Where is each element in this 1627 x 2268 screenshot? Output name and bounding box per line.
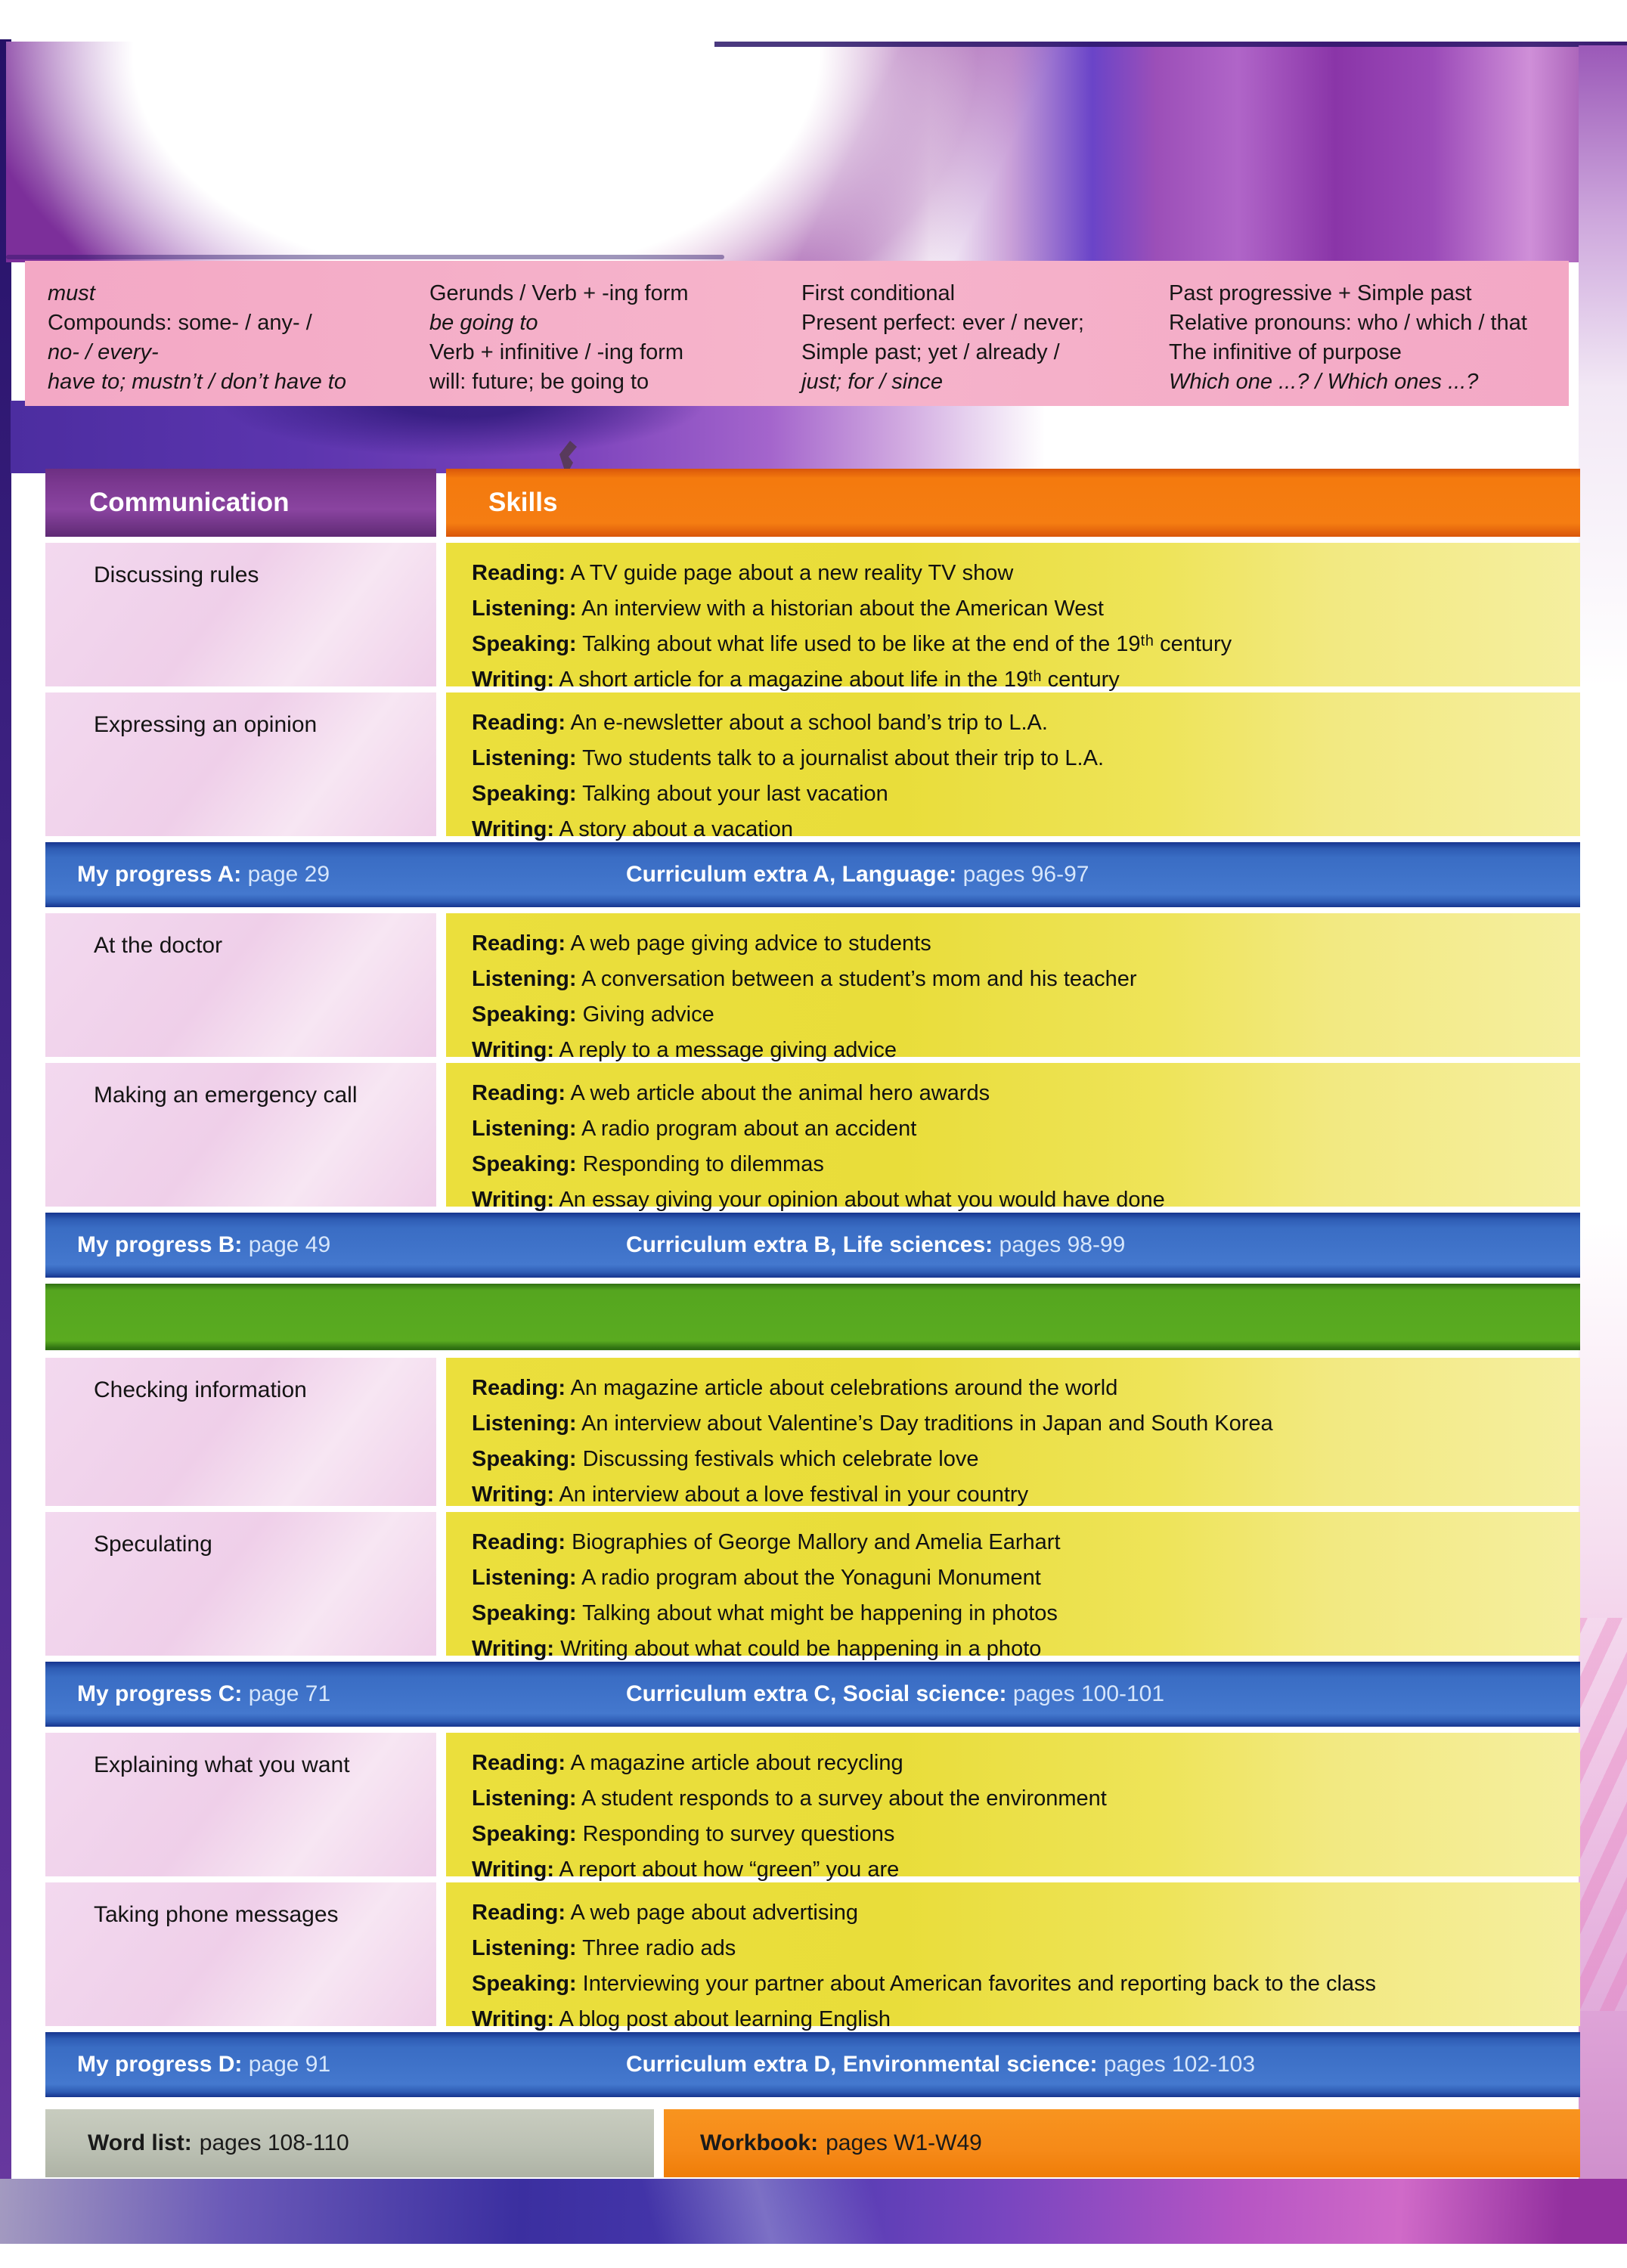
speaking-line [472, 1149, 1565, 1179]
curriculum-extra-pages: pages 96-97 [962, 862, 1089, 887]
speaking-text: Responding to dilemmas [582, 1152, 824, 1176]
my-progress-label: My progress B: [77, 1232, 243, 1257]
writing-line [472, 2004, 1565, 2034]
table-row [45, 1882, 1580, 2031]
reading-text: A web page about advertising [570, 1901, 859, 1925]
listening-text: Two students talk to a journalist about their trip to L.A. [582, 746, 1105, 770]
writing-text: A report about how “green” you are [559, 1857, 900, 1882]
progress-bar [45, 2032, 1580, 2097]
column-divider [436, 1063, 446, 1207]
table-header-row [45, 469, 1580, 537]
communication-label: Discussing rules [94, 562, 259, 587]
reading-text: A TV guide page about a new reality TV show [570, 561, 1014, 585]
grammar-line: have to; mustn’t / don’t have to [48, 370, 346, 394]
speaking-label: Speaking: [472, 782, 577, 806]
column-divider [436, 1358, 446, 1506]
listening-label: Listening: [472, 1566, 577, 1590]
table-row [45, 1358, 1580, 1506]
skills-cell [446, 1733, 1580, 1882]
contents-table [45, 469, 1580, 2103]
column-divider [436, 1882, 446, 2026]
skills-cell [446, 1063, 1580, 1212]
listening-line [472, 964, 1565, 994]
column-divider [436, 692, 446, 836]
grammar-line: must [48, 281, 95, 305]
listening-label: Listening: [472, 596, 577, 621]
reading-text: A web page giving advice to students [570, 931, 931, 956]
speaking-label: Speaking: [472, 1152, 577, 1176]
reading-text: An e-newsletter about a school band’s trip to L.A. [570, 711, 1048, 735]
listening-text: An interview with a historian about the American West [581, 596, 1104, 621]
grammar-column-3 [801, 279, 1169, 397]
reading-label: Reading: [472, 931, 566, 956]
communication-cell [45, 543, 436, 686]
my-progress-label: My progress D: [77, 2052, 243, 2077]
speaking-text: Discussing festivals which celebrate love [582, 1447, 979, 1471]
curriculum-extra [626, 1681, 1580, 1707]
grammar-line: Present perfect: ever / never; [801, 311, 1084, 335]
table-row [45, 913, 1580, 1062]
writing-text: An essay giving your opinion about what you would have done [559, 1188, 1165, 1212]
grammar-line: Compounds: some- / any- / [48, 311, 312, 335]
grammar-line: no- / every- [48, 340, 159, 364]
curriculum-extra-label: Curriculum extra B, Life sciences: [626, 1232, 993, 1257]
grammar-line: Verb + infinitive / -ing form [429, 340, 684, 364]
communication-label: Taking phone messages [94, 1902, 339, 1927]
speaking-text: Talking about what might be happening in photos [582, 1601, 1058, 1625]
progress-bar [45, 1213, 1580, 1278]
writing-line [472, 1185, 1565, 1215]
speaking-label: Speaking: [472, 1601, 577, 1625]
my-progress [45, 862, 626, 888]
my-progress-page: page 49 [248, 1232, 331, 1257]
communication-label: Explaining what you want [94, 1752, 350, 1777]
communication-cell [45, 1882, 436, 2026]
table-row [45, 1512, 1580, 1661]
grammar-line: Relative pronouns: who / which / that [1169, 311, 1527, 335]
curriculum-extra-label: Curriculum extra D, Environmental science: [626, 2052, 1098, 2077]
grammar-line: Simple past; yet / already / [801, 340, 1060, 364]
listening-label: Listening: [472, 967, 577, 991]
grammar-line: The infinitive of purpose [1169, 340, 1402, 364]
grammar-column-4 [1169, 279, 1555, 397]
reading-text: A magazine article about recycling [570, 1751, 903, 1775]
writing-text: A blog post about learning English [559, 2007, 891, 2031]
communication-label: Expressing an opinion [94, 712, 318, 737]
writing-line [472, 1634, 1565, 1664]
curriculum-extra [626, 2052, 1580, 2077]
listening-text: Three radio ads [582, 1936, 736, 1960]
listening-text: An interview about Valentine’s Day traditions in Japan and South Korea [581, 1411, 1273, 1436]
writing-label: Writing: [472, 1483, 554, 1507]
reading-line [472, 1373, 1565, 1403]
communication-label: At the doctor [94, 933, 223, 958]
column-divider [436, 543, 446, 686]
writing-line [472, 1479, 1565, 1510]
word-list-pages: pages 108-110 [199, 2130, 349, 2155]
writing-label: Writing: [472, 668, 554, 692]
skills-cell [446, 1512, 1580, 1661]
column-divider [436, 1733, 446, 1876]
reading-label: Reading: [472, 1530, 566, 1554]
communication-label: Speculating [94, 1532, 212, 1557]
writing-text: An interview about a love festival in your country [559, 1483, 1029, 1507]
speaking-text: Talking about what life used to be like at the end of the 19ᵗʰ century [582, 632, 1232, 656]
listening-label: Listening: [472, 1936, 577, 1960]
speaking-text: Giving advice [582, 1002, 714, 1027]
right-margin-pink-swirl [1573, 1618, 1627, 2011]
communication-cell [45, 1512, 436, 1656]
writing-label: Writing: [472, 817, 554, 841]
communication-label: Making an emergency call [94, 1083, 358, 1108]
reading-line [472, 1748, 1565, 1778]
footer-bars [45, 2109, 1580, 2177]
listening-line [472, 743, 1565, 773]
writing-text: A short article for a magazine about life in the 19ᵗʰ century [559, 668, 1120, 692]
my-progress-label: My progress A: [77, 862, 242, 887]
reading-line [472, 1078, 1565, 1108]
communication-cell [45, 913, 436, 1057]
workbook-label: Workbook: [700, 2130, 819, 2155]
speaking-label: Speaking: [472, 632, 577, 656]
skills-cell [446, 543, 1580, 692]
speaking-label: Speaking: [472, 1972, 577, 1996]
grammar-line: First conditional [801, 281, 956, 305]
speaking-line [472, 779, 1565, 809]
my-progress-page: page 91 [248, 2052, 331, 2077]
listening-label: Listening: [472, 1117, 577, 1141]
writing-label: Writing: [472, 1038, 554, 1062]
grammar-line: Which one ...? / Which ones ...? [1169, 370, 1479, 394]
grammar-line: will: future; be going to [429, 370, 649, 394]
writing-text: A story about a vacation [559, 817, 793, 841]
word-list-label: Word list: [88, 2130, 192, 2155]
banner-top-edge-line [714, 42, 1627, 47]
listening-label: Listening: [472, 1411, 577, 1436]
speaking-line [472, 999, 1565, 1030]
communication-cell [45, 692, 436, 836]
progress-bar [45, 1662, 1580, 1727]
reading-text: An magazine article about celebrations around the world [570, 1376, 1118, 1400]
skills-cell [446, 1882, 1580, 2031]
curriculum-extra-label: Curriculum extra A, Language: [626, 862, 957, 887]
listening-text: A radio program about an accident [581, 1117, 917, 1141]
curriculum-extra-pages: pages 98-99 [999, 1232, 1126, 1257]
writing-label: Writing: [472, 1637, 554, 1661]
skills-cell [446, 692, 1580, 841]
speaking-line [472, 1969, 1565, 1999]
listening-line [472, 1563, 1565, 1593]
reading-label: Reading: [472, 1081, 566, 1105]
writing-text: Writing about what could be happening in a photo [560, 1637, 1042, 1661]
reading-label: Reading: [472, 1901, 566, 1925]
reading-line [472, 1527, 1565, 1557]
listening-line [472, 1408, 1565, 1439]
curriculum-extra-pages: pages 100-101 [1012, 1681, 1165, 1706]
section-divider-bar [45, 1284, 1580, 1350]
writing-text: A reply to a message giving advice [559, 1038, 897, 1062]
listening-text: A student responds to a survey about the environment [581, 1786, 1107, 1811]
column-divider [436, 913, 446, 1057]
curriculum-extra-label: Curriculum extra C, Social science: [626, 1681, 1007, 1706]
grammar-line: just; for / since [801, 370, 943, 394]
my-progress-label: My progress C: [77, 1681, 243, 1706]
reading-label: Reading: [472, 561, 566, 585]
skills-cell [446, 913, 1580, 1062]
writing-label: Writing: [472, 2007, 554, 2031]
reading-line [472, 1898, 1565, 1928]
communication-cell [45, 1733, 436, 1876]
grammar-line: Past progressive + Simple past [1169, 281, 1472, 305]
my-progress [45, 1232, 626, 1258]
purple-swirl-banner [6, 42, 1627, 262]
skills-header: Skills [446, 469, 1580, 537]
grammar-summary-box [25, 261, 1569, 406]
reading-text: Biographies of George Mallory and Amelia Earhart [572, 1530, 1061, 1554]
grammar-column-2 [429, 279, 801, 397]
speaking-label: Speaking: [472, 1447, 577, 1471]
banner-bottom-edge-line [6, 255, 724, 259]
my-progress [45, 2052, 626, 2077]
skills-cell [446, 1358, 1580, 1506]
reading-label: Reading: [472, 1751, 566, 1775]
listening-line [472, 593, 1565, 624]
page-left-edge-shadow [0, 39, 11, 2244]
reading-label: Reading: [472, 1376, 566, 1400]
speaking-label: Speaking: [472, 1002, 577, 1027]
table-row [45, 543, 1580, 692]
table-row [45, 1733, 1580, 1882]
word-list-bar [45, 2109, 654, 2177]
workbook-bar [664, 2109, 1580, 2177]
grammar-line: be going to [429, 311, 538, 335]
workbook-pages: pages W1-W49 [826, 2130, 982, 2155]
writing-line [472, 1854, 1565, 1885]
reading-line [472, 928, 1565, 959]
speaking-text: Interviewing your partner about American favorites and reporting back to the class [582, 1972, 1377, 1996]
writing-line [472, 665, 1565, 695]
communication-header: Communication [45, 469, 436, 537]
curriculum-extra [626, 1232, 1580, 1258]
listening-text: A radio program about the Yonaguni Monument [581, 1566, 1041, 1590]
column-divider [436, 1512, 446, 1656]
listening-line [472, 1114, 1565, 1144]
communication-cell [45, 1358, 436, 1506]
speaking-line [472, 1819, 1565, 1849]
my-progress-page: page 29 [247, 862, 330, 887]
speaking-line [472, 1444, 1565, 1474]
speaking-line [472, 629, 1565, 659]
listening-text: A conversation between a student’s mom and his teacher [581, 967, 1137, 991]
listening-line [472, 1933, 1565, 1963]
reading-text: A web article about the animal hero awards [570, 1081, 990, 1105]
purple-swirl-band [11, 401, 1627, 473]
writing-label: Writing: [472, 1188, 554, 1212]
purple-swirl-footer-band [0, 2179, 1627, 2244]
communication-label: Checking information [94, 1377, 307, 1402]
speaking-text: Talking about your last vacation [582, 782, 888, 806]
listening-line [472, 1783, 1565, 1814]
reading-label: Reading: [472, 711, 566, 735]
curriculum-extra-pages: pages 102-103 [1103, 2052, 1256, 2077]
writing-label: Writing: [472, 1857, 554, 1882]
my-progress-page: page 71 [248, 1681, 331, 1706]
reading-line [472, 558, 1565, 588]
speaking-line [472, 1598, 1565, 1628]
curriculum-extra [626, 862, 1580, 888]
communication-cell [45, 1063, 436, 1207]
grammar-column-1 [48, 279, 429, 397]
writing-line [472, 814, 1565, 844]
reading-line [472, 708, 1565, 738]
speaking-text: Responding to survey questions [582, 1822, 895, 1846]
table-row [45, 692, 1580, 841]
listening-label: Listening: [472, 1786, 577, 1811]
speaking-label: Speaking: [472, 1822, 577, 1846]
writing-line [472, 1035, 1565, 1065]
table-row [45, 1063, 1580, 1212]
grammar-line: Gerunds / Verb + -ing form [429, 281, 689, 305]
progress-bar [45, 842, 1580, 907]
my-progress [45, 1681, 626, 1707]
listening-label: Listening: [472, 746, 577, 770]
